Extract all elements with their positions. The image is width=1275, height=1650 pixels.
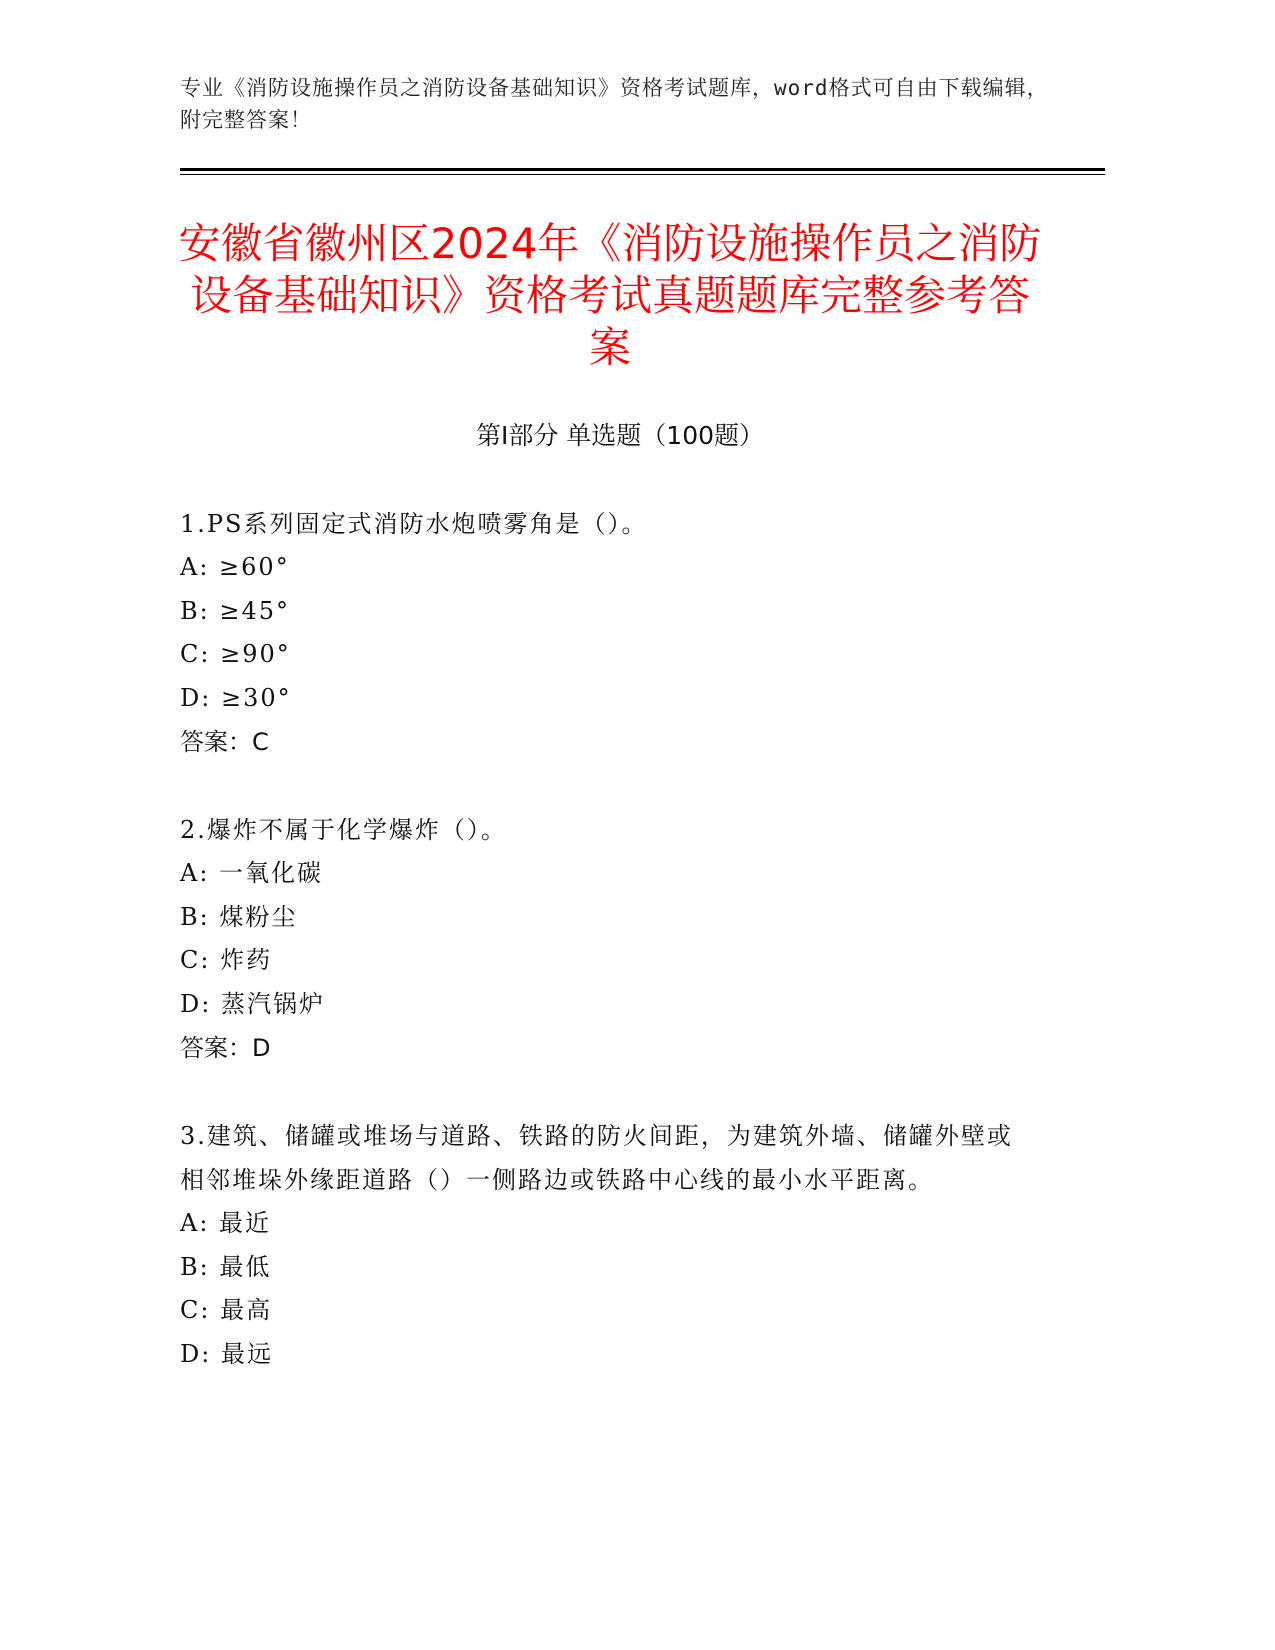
question-2 xyxy=(180,808,1030,1070)
option-d: D: ≥30° xyxy=(180,683,292,712)
option-d: D: 最远 xyxy=(180,1339,273,1368)
question-1 xyxy=(180,502,1030,764)
question-text: 2.爆炸不属于化学爆炸（）。 xyxy=(180,816,507,844)
section-heading: 第I部分 单选题（100题） xyxy=(475,421,765,450)
option-b: B: ≥45° xyxy=(180,596,290,625)
answer: 答案：D xyxy=(180,1034,271,1062)
header-divider-thin xyxy=(180,174,1105,175)
option-a: A: 一氧化碳 xyxy=(180,859,324,887)
option-b: B: 煤粉尘 xyxy=(180,902,298,931)
question-text: 3.建筑、储罐或堆场与道路、铁路的防火间距，为建筑外墙、储罐外壁或相邻堆垛外缘距道路（）一侧路边或铁路中心线的最小水平距离。 xyxy=(180,1122,1013,1194)
answer: 答案：C xyxy=(180,728,269,756)
option-c: C: 最高 xyxy=(180,1296,273,1324)
question-text: 1.PS系列固定式消防水炮喷雾角是（）。 xyxy=(180,510,648,538)
option-c: C: ≥90° xyxy=(180,640,291,668)
option-a: A: 最近 xyxy=(180,1209,272,1237)
header-divider-thick xyxy=(180,168,1105,171)
document-title: 安徽省徽州区2024年《消防设施操作员之消防设备基础知识》资格考试真题题库完整参考答案 xyxy=(178,219,1042,372)
option-c: C: 炸药 xyxy=(180,946,273,974)
option-b: B: 最低 xyxy=(180,1252,272,1281)
header-note: 专业《消防设施操作员之消防设备基础知识》资格考试题库，word格式可自由下载编辑，附完整答案！ xyxy=(180,76,1049,132)
question-3 xyxy=(180,1114,1030,1376)
option-d: D: 蒸汽锅炉 xyxy=(180,989,325,1018)
option-a: A: ≥60° xyxy=(180,553,290,581)
